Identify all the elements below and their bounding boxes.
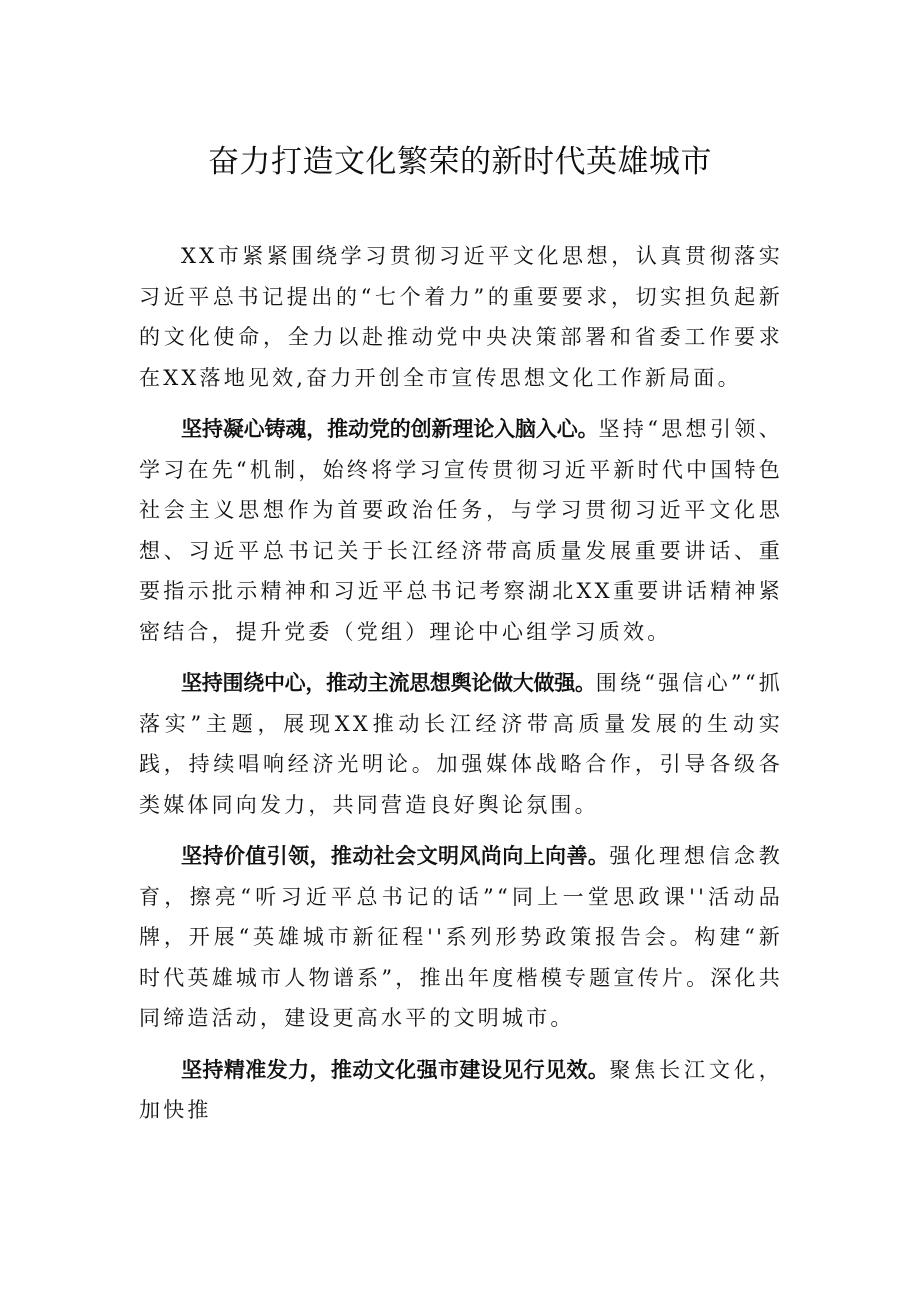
paragraph-lead: 坚持围绕中心，推动主流思想舆论做大做强。 xyxy=(181,671,596,695)
paragraph-lead: 坚持凝心铸魂，推动党的创新理论入脑入心。 xyxy=(181,417,599,441)
paragraph-public-opinion xyxy=(139,663,783,825)
document-title: 奋力打造文化繁荣的新时代英雄城市 xyxy=(208,144,712,180)
paragraph-theory xyxy=(139,409,783,652)
paragraph-text: 坚持“思想引领、学习在先“机制，始终将学习宣传贯彻习近平新时代中国特色社会主义思想作为首要政治任务，与学习贯彻习近平文化思想、习近平总书记关于长江经济带高质量发展重要讲话、重要指示批示精神和习近平总书记考察湖北XX重要讲话精神紧密结合，提升党委（党组）理论中心组学习质效。 xyxy=(139,417,783,644)
paragraph-lead: 坚持精准发力，推动文化强市建设见行见效。 xyxy=(181,1057,610,1082)
document-body xyxy=(139,236,783,1142)
paragraph-lead: 坚持价值引领，推动社会文明风尚向上向善。 xyxy=(181,844,610,868)
paragraph-values xyxy=(139,836,783,1039)
paragraph-culture xyxy=(139,1050,783,1131)
paragraph-text: 聚焦长江文化，加快推 xyxy=(139,1057,784,1122)
paragraph-intro xyxy=(139,236,783,398)
paragraph-text: XX市紧紧围绕学习贯彻习近平文化思想，认真贯彻落实习近平总书记提出的“七个着力”的重要要求，切实担负起新的文化使命，全力以赴推动党中央决策部署和省委工作要求在XX落地见效,奋力开创全市宣传思想文化工作新局面。 xyxy=(139,244,783,390)
paragraph-text: 强化理想信念教育，擦亮“听习近平总书记的话”“同上一堂思政课''活动品牌，开展“英雄城市新征程''系列形势政策报告会。构建“新时代英雄城市人物谱系”，推出年度楷模专题宣传片。深化共同缔造活动，建设更高水平的文明城市。 xyxy=(139,844,784,1030)
paragraph-text: 围绕“强信心”“抓落实”主题，展现XX推动长江经济带高质量发展的生动实践，持续唱响经济光明论。加强媒体战略合作，引导各级各类媒体同向发力，共同营造良好舆论氛围。 xyxy=(139,671,783,817)
